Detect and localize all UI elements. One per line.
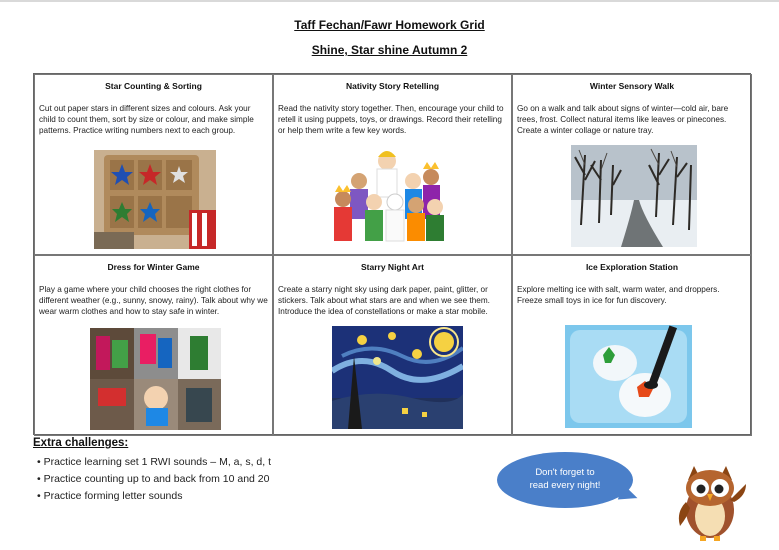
extra-challenges-heading: Extra challenges: xyxy=(33,437,129,449)
grid-cell-starry-night xyxy=(273,255,512,436)
cell-title: Dress for Winter Game xyxy=(107,262,200,272)
homework-grid xyxy=(33,73,751,435)
page-title: Taff Fechan/Fawr Homework Grid xyxy=(294,18,485,32)
cell-title: Starry Night Art xyxy=(361,262,424,272)
list-item: • Practice learning set 1 RWI sounds – M, a, s, d, t xyxy=(37,454,271,471)
top-rule xyxy=(0,0,779,2)
owl-illustration xyxy=(672,462,748,542)
ice-toys-photo xyxy=(565,325,692,428)
page-subtitle: Shine, Star shine Autumn 2 xyxy=(311,43,468,57)
paper-stars-photo xyxy=(94,150,216,249)
grid-cell-star-counting xyxy=(34,74,273,255)
cell-text: Create a starry night sky using dark paper, paint, glitter, or stickers. Talk about what stars are and when we see them. Introduce the idea of constellations or make a star mobile. xyxy=(278,285,490,317)
starry-night-painting xyxy=(332,326,463,429)
cell-text: Play a game where your child chooses the right clothes for different weather (e.g., sunny, snowy, rainy). Talk about why we wear warm clothes and how to stay safe in winter. xyxy=(39,285,268,317)
cell-text: Go on a walk and talk about signs of winter—cold air, bare trees, frost. Collect natural items like leaves or pinecones. Create a winter collage or nature tray. xyxy=(517,104,729,136)
cell-text: Explore melting ice with salt, warm water, and droppers. Freeze small toys in ice for fun discovery. xyxy=(517,285,720,306)
grid-cell-dress-winter xyxy=(34,255,273,436)
cell-title: Winter Sensory Walk xyxy=(589,81,675,91)
grid-cell-ice-station xyxy=(512,255,752,436)
cell-title: Nativity Story Retelling xyxy=(345,81,440,91)
list-item: • Practice forming letter sounds xyxy=(37,488,271,505)
cell-title: Ice Exploration Station xyxy=(585,262,679,272)
cell-text: Read the nativity story together. Then, encourage your child to retell it using puppets, toys, or drawings. Record their retelling or help them write a few key words. xyxy=(278,104,504,136)
speech-bubble-line: read every night! xyxy=(529,480,601,491)
extra-challenges-list xyxy=(37,454,271,505)
speech-bubble xyxy=(497,452,633,508)
grid-cell-winter-walk xyxy=(512,74,752,255)
cell-title: Star Counting & Sorting xyxy=(105,81,202,91)
list-item: • Practice counting up to and back from 10 and 20 xyxy=(37,471,271,488)
winter-clothes-collage xyxy=(90,328,221,430)
snowy-path-photo xyxy=(571,145,697,247)
nativity-puppets-picture xyxy=(329,147,451,244)
cell-text: Cut out paper stars in different sizes and colours. Ask your child to count them, sort by size or colour, and make simple patterns. Practice writing numbers next to each group. xyxy=(39,104,254,136)
speech-bubble-line: Don't forget to xyxy=(535,467,595,478)
grid-cell-nativity xyxy=(273,74,512,255)
